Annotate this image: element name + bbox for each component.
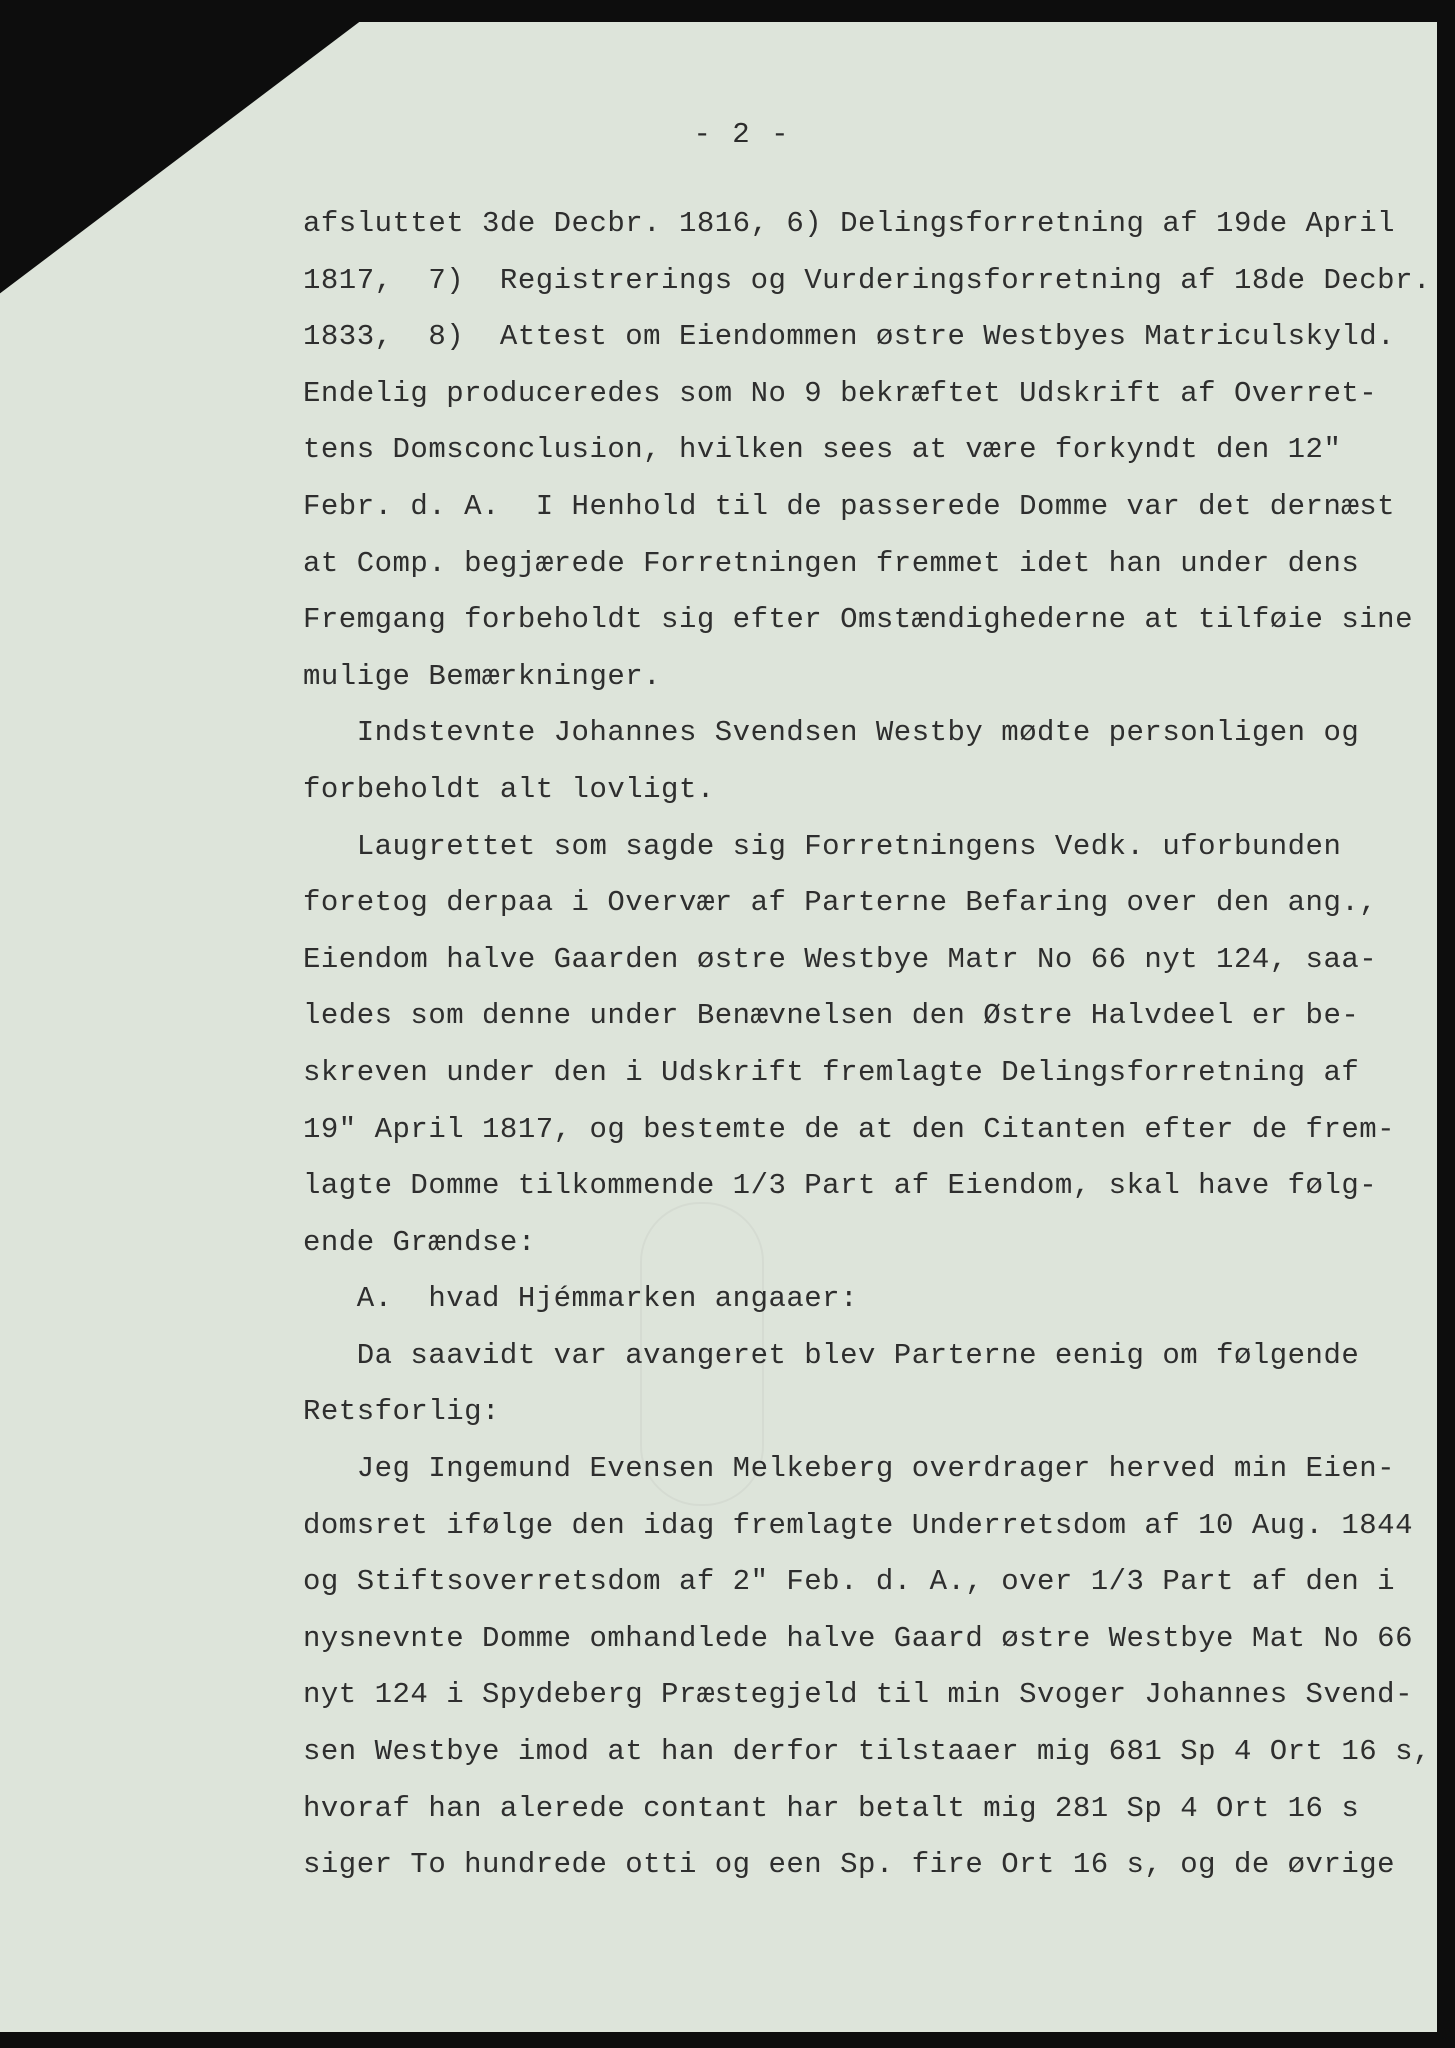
text-line: Febr. d. A. I Henhold til de passerede Domme var det dernæst bbox=[303, 489, 1396, 523]
text-line: Indstevnte Johannes Svendsen Westby mødte personligen og bbox=[303, 716, 1360, 750]
text-line: nysnevnte Domme omhandlede halve Gaard østre Westbye Mat No 66 bbox=[303, 1621, 1413, 1655]
text-line: forbeholdt alt lovligt. bbox=[303, 772, 715, 806]
text-line: at Comp. begjærede Forretningen fremmet idet han under dens bbox=[303, 546, 1360, 580]
text-line: skreven under den i Udskrift fremlagte Delingsforretning af bbox=[303, 1055, 1360, 1089]
page-number: - 2 - bbox=[693, 118, 791, 151]
text-line: Endelig produceredes som No 9 bekræftet Udskrift af Overret- bbox=[303, 376, 1378, 410]
text-line: Fremgang forbeholdt sig efter Omstændighederne at tilføie sine bbox=[303, 603, 1413, 637]
document-body bbox=[303, 196, 1431, 1894]
text-line: mulige Bemærkninger. bbox=[303, 659, 662, 693]
text-line: siger To hundrede otti og een Sp. fire Ort 16 s, og de øvrige bbox=[303, 1848, 1396, 1882]
text-line: domsret ifølge den idag fremlagte Underretsdom af 10 Aug. 1844 bbox=[303, 1508, 1413, 1542]
text-line: Laugrettet som sagde sig Forretningens Vedk. uforbunden bbox=[303, 829, 1342, 863]
text-line: Da saavidt var avangeret blev Parterne eenig om følgende bbox=[303, 1338, 1360, 1372]
text-line: ende Grændse: bbox=[303, 1225, 536, 1259]
text-line: Eiendom halve Gaarden østre Westbye Matr No 66 nyt 124, saa- bbox=[303, 942, 1378, 976]
text-line: 1833, 8) Attest om Eiendommen østre Westbyes Matriculskyld. bbox=[303, 320, 1396, 354]
text-line: 1817, 7) Registrerings og Vurderingsforretning af 18de Decbr. bbox=[303, 263, 1431, 297]
text-line: afsluttet 3de Decbr. 1816, 6) Delingsforretning af 19de April bbox=[303, 207, 1396, 240]
text-line: 19" April 1817, og bestemte de at den Citanten efter de frem- bbox=[303, 1112, 1396, 1146]
text-line: A. hvad Hjémmarken angaaer: bbox=[303, 1282, 858, 1316]
text-line: lagte Domme tilkommende 1/3 Part af Eiendom, skal have følg- bbox=[303, 1169, 1378, 1203]
text-line: hvoraf han alerede contant har betalt mig 281 Sp 4 Ort 16 s bbox=[303, 1791, 1360, 1825]
text-line: tens Domsconclusion, hvilken sees at være forkyndt den 12" bbox=[303, 433, 1342, 467]
text-line: nyt 124 i Spydeberg Præstegjeld til min Svoger Johannes Svend- bbox=[303, 1678, 1413, 1712]
text-line: sen Westbye imod at han derfor tilstaaer mig 681 Sp 4 Ort 16 s, bbox=[303, 1735, 1431, 1769]
text-line: foretog derpaa i Overvær af Parterne Befaring over den ang., bbox=[303, 886, 1378, 920]
text-line: ledes som denne under Benævnelsen den Østre Halvdeel er be- bbox=[303, 999, 1360, 1033]
text-line: Retsforlig: bbox=[303, 1395, 500, 1429]
text-line: Jeg Ingemund Evensen Melkeberg overdrager herved min Eien- bbox=[303, 1452, 1396, 1486]
text-line: og Stiftsoverretsdom af 2" Feb. d. A., over 1/3 Part af den i bbox=[303, 1565, 1396, 1599]
